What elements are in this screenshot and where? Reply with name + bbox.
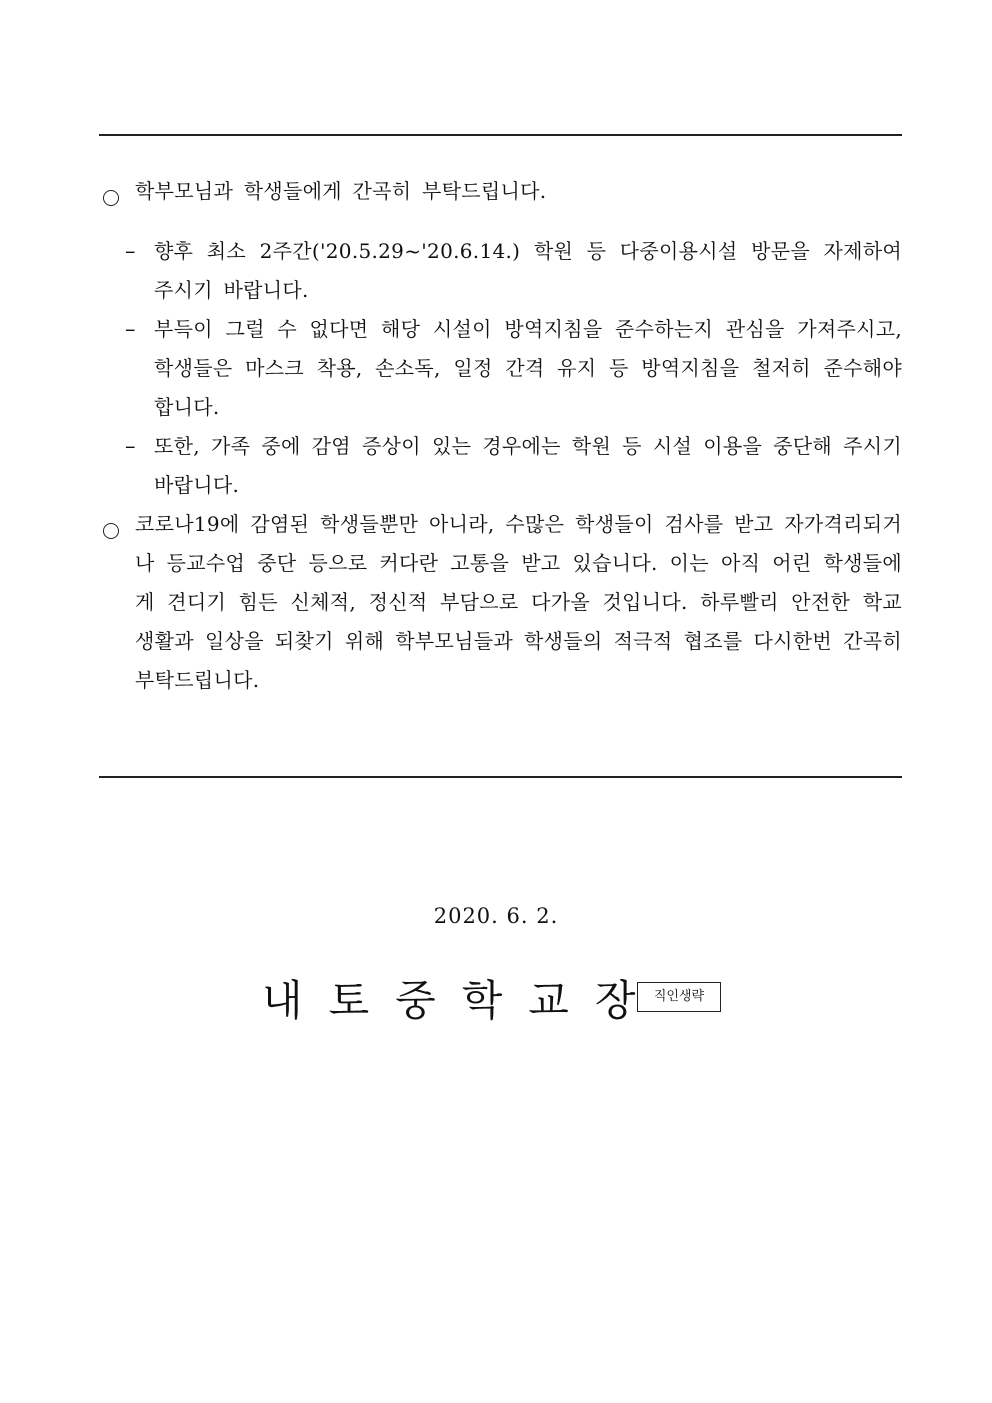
bottom-divider xyxy=(99,776,902,778)
school-principal-signature: 내토중학교장 xyxy=(262,976,662,1025)
dash-bullet-icon: – xyxy=(125,317,136,341)
list-item-text: 부득이 그럴 수 없다면 해당 시설이 방역지침을 준수하는지 관심을 가져주시고, 학생들은 마스크 착용, 손소독, 일정 간격 유지 등 방역지침을 철저히 준수해야 합니다. xyxy=(154,317,902,419)
dash-bullet-icon: – xyxy=(125,434,136,458)
circle-bullet-icon xyxy=(103,190,119,206)
list-item-text: 향후 최소 2주간('20.5.29~'20.6.14.) 학원 등 다중이용시설 방문을 자제하여 주시기 바랍니다. xyxy=(154,239,902,302)
intro-paragraph xyxy=(99,172,902,211)
list-item xyxy=(99,232,902,310)
top-divider xyxy=(99,134,902,136)
closing-paragraph xyxy=(99,505,902,700)
seal-omitted-stamp: 직인생략 xyxy=(637,982,721,1012)
issue-date: 2020. 6. 2. xyxy=(433,904,559,928)
dash-bullet-icon: – xyxy=(125,239,136,263)
closing-text: 코로나19에 감염된 학생들뿐만 아니라, 수많은 학생들이 검사를 받고 자가격리되거나 등교수업 중단 등으로 커다란 고통을 받고 있습니다. 이는 아직 어린 학생들에게 견디기 힘든 신체적, 정신적 부담으로 다가올 것입니다. 하루빨리 안전한 학교생활과 일상을 되찾기 위해 학부모님들과 학생들의 적극적 협조를 다시한번 간곡히 부탁드립니다. xyxy=(135,512,902,692)
intro-text: 학부모님과 학생들에게 간곡히 부탁드립니다. xyxy=(135,179,547,203)
list-item xyxy=(99,310,902,427)
circle-bullet-icon xyxy=(103,523,119,539)
list-item xyxy=(99,427,902,505)
list-item-text: 또한, 가족 중에 감염 증상이 있는 경우에는 학원 등 시설 이용을 중단해 주시기 바랍니다. xyxy=(154,434,902,497)
